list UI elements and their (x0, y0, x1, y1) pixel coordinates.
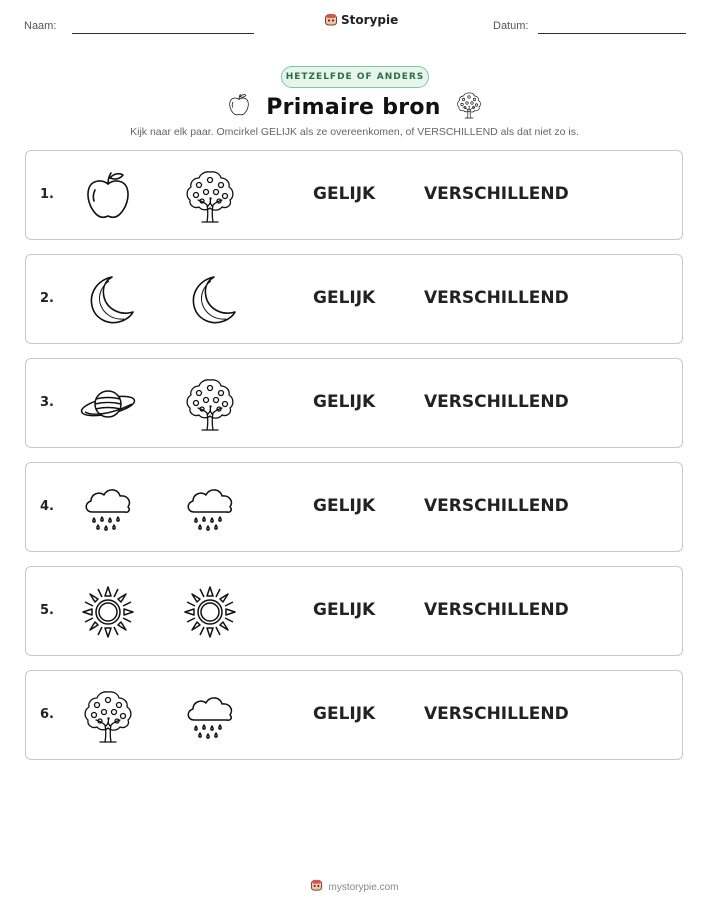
row-number: 1. (40, 187, 54, 202)
row-number: 6. (40, 707, 54, 722)
apple-icon (226, 91, 252, 123)
option-same[interactable]: GELIJK (313, 600, 376, 620)
option-same[interactable]: GELIJK (313, 184, 376, 204)
pair-row-2 (25, 254, 683, 344)
option-different[interactable]: VERSCHILLEND (424, 288, 569, 308)
footer-url[interactable]: mystorypie.com (328, 881, 399, 893)
rain-cloud-icon (182, 688, 238, 744)
storypie-mascot-icon (310, 879, 323, 895)
tree-icon (182, 168, 238, 224)
pair-row-6 (25, 670, 683, 760)
option-same[interactable]: GELIJK (313, 288, 376, 308)
date-label: Datum: (493, 20, 529, 32)
name-line (72, 33, 254, 34)
planet-icon (80, 376, 136, 432)
footer (0, 879, 709, 895)
option-same[interactable]: GELIJK (313, 392, 376, 412)
rain-cloud-icon (182, 480, 238, 536)
sun-icon (182, 584, 238, 640)
pair-row-5 (25, 566, 683, 656)
option-different[interactable]: VERSCHILLEND (424, 704, 569, 724)
brand-logo (324, 13, 398, 27)
tree-icon (182, 376, 238, 432)
option-different[interactable]: VERSCHILLEND (424, 600, 569, 620)
instructions: Kijk naar elk paar. Omcirkel GELIJK als ze overeenkomen, of VERSCHILLEND als dat niet zo is. (130, 126, 579, 138)
pair-row-3 (25, 358, 683, 448)
tree-icon (80, 688, 136, 744)
title-row (0, 90, 709, 124)
row-number: 2. (40, 291, 54, 306)
option-same[interactable]: GELIJK (313, 704, 376, 724)
option-different[interactable]: VERSCHILLEND (424, 184, 569, 204)
apple-icon (80, 168, 136, 224)
pair-row-4 (25, 462, 683, 552)
brand-name: Storypie (341, 13, 399, 27)
row-number: 4. (40, 499, 54, 514)
option-different[interactable]: VERSCHILLEND (424, 496, 569, 516)
option-same[interactable]: GELIJK (313, 496, 376, 516)
page-title: Primaire bron (266, 94, 441, 120)
name-label: Naam: (24, 20, 57, 32)
category-badge: HETZELFDE OF ANDERS (281, 66, 429, 88)
row-number: 3. (40, 395, 54, 410)
storypie-mascot-icon (324, 13, 338, 27)
option-different[interactable]: VERSCHILLEND (424, 392, 569, 412)
pair-row-1 (25, 150, 683, 240)
rain-cloud-icon (80, 480, 136, 536)
tree-icon (455, 90, 483, 124)
date-line (538, 33, 686, 34)
moon-icon (80, 272, 136, 328)
sun-icon (80, 584, 136, 640)
moon-icon (182, 272, 238, 328)
row-number: 5. (40, 603, 54, 618)
